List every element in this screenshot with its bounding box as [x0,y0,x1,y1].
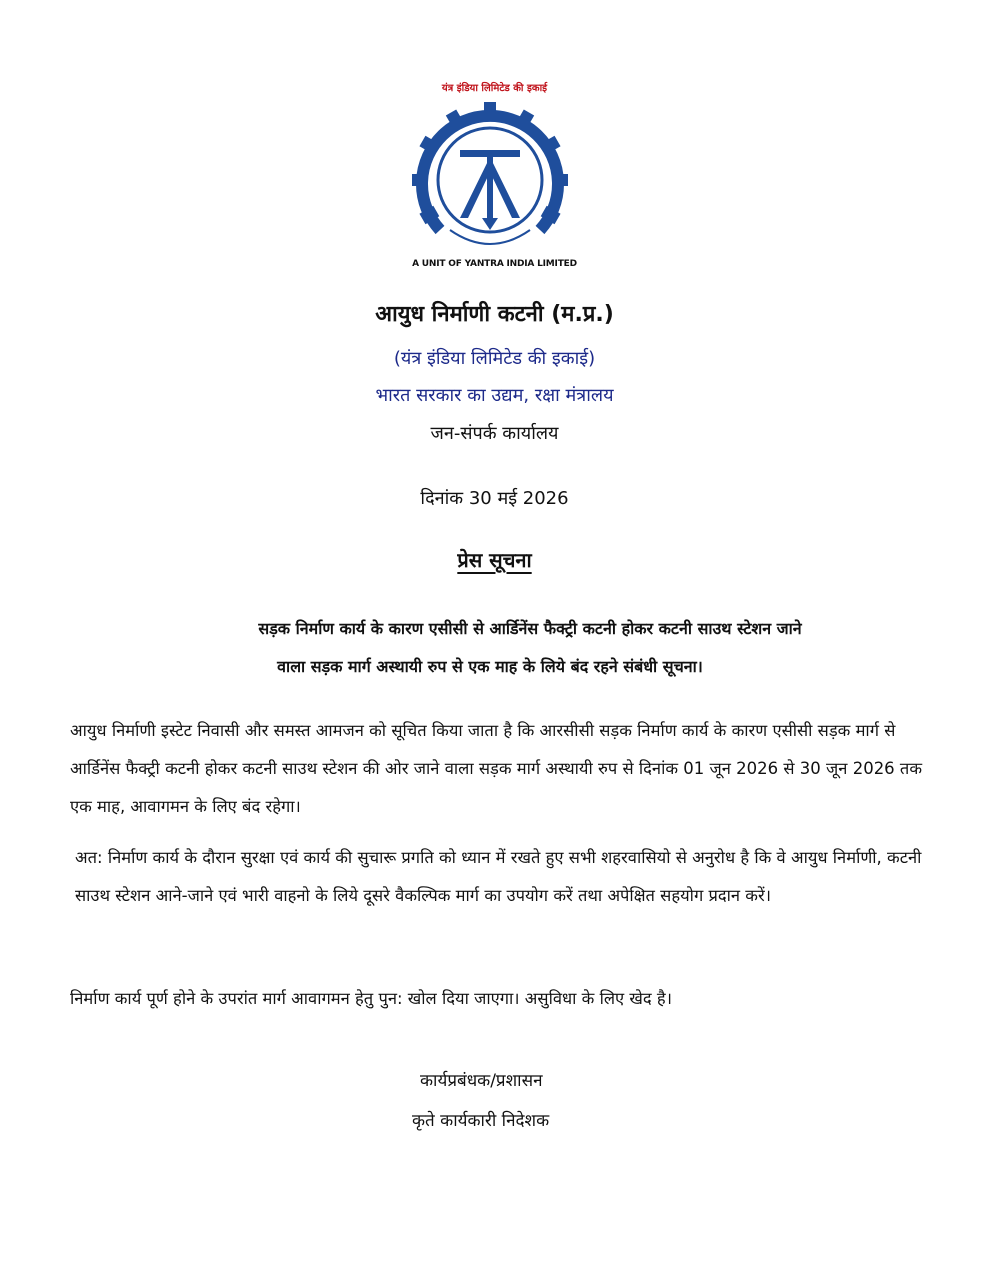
logo-stem [487,157,493,223]
office-name: जन-संपर्क कार्यालय [430,423,559,444]
body-paragraph-3: निर्माण कार्य पूर्ण होने के उपरांत मार्ग आवागमन हेतु पुन: खोल दिया जाएगा। असुविधा के लिए खेद है। [70,989,672,1008]
subject-line-1: सड़क निर्माण कार्य के कारण एसीसी से आर्डिनेंस फैक्ट्री कटनी होकर कटनी साउथ स्टेशन जाने [258,619,802,638]
organization-subtitle: (यंत्र इंडिया लिमिटेड की इकाई) [393,348,596,369]
subject-line-2: वाला सड़क मार्ग अस्थायी रुप से एक माह के लिये बंद रहने संबंधी सूचना। [277,657,703,676]
logo-t-bar [460,150,520,157]
logo-top-text: यंत्र इंडिया लिमिटेड की इकाई [441,83,548,94]
signatory-on-behalf: कृते कार्यकारी निदेशक [412,1111,550,1131]
signatory-designation: कार्यप्रबंधक/प्रशासन [420,1071,543,1091]
document-date: दिनांक 30 मई 2026 [420,488,569,509]
organization-name: आयुध निर्माणी कटनी (म.प्र.) [375,302,614,327]
body-paragraph-2: अत: निर्माण कार्य के दौरान सुरक्षा एवं कार्य की सुचारू प्रगति को ध्यान में रखते हुए सभी शहरवासियो से अनुरोध है कि वे आयुध निर्माणी, कटनी साउथ स्टेशन आने-जाने एवं भारी वाहनो के लिये दूसरे वैकल्पिक मार्ग का उपयोग करें तथा अपेक्षित सहयोग प्रदान करें। [75,848,922,905]
body-paragraph-1: आयुध निर्माणी इस्टेट निवासी और समस्त आमजन को सूचित किया जाता है कि आरसीसी सड़क निर्माण कार्य के कारण एसीसी सड़क मार्ग से आर्डिनेंस फैक्ट्री कटनी होकर कटनी साउथ स्टेशन की ओर जाने वाला सड़क मार्ग अस्थायी रुप से दिनांक 01 जून 2026 से 30 जून 2026 तक एक माह, आवागमन के लिए बंद रहेगा। [70,721,923,816]
logo-bottom-text: A UNIT OF YANTRA INDIA LIMITED [412,259,577,269]
press-release-title [0,546,989,573]
ordnance-factory-logo [410,100,570,260]
ministry-line: भारत सरकार का उद्यम, रक्षा मंत्रालय [375,385,614,406]
press-release-title-text: प्रेस सूचना [457,548,532,572]
